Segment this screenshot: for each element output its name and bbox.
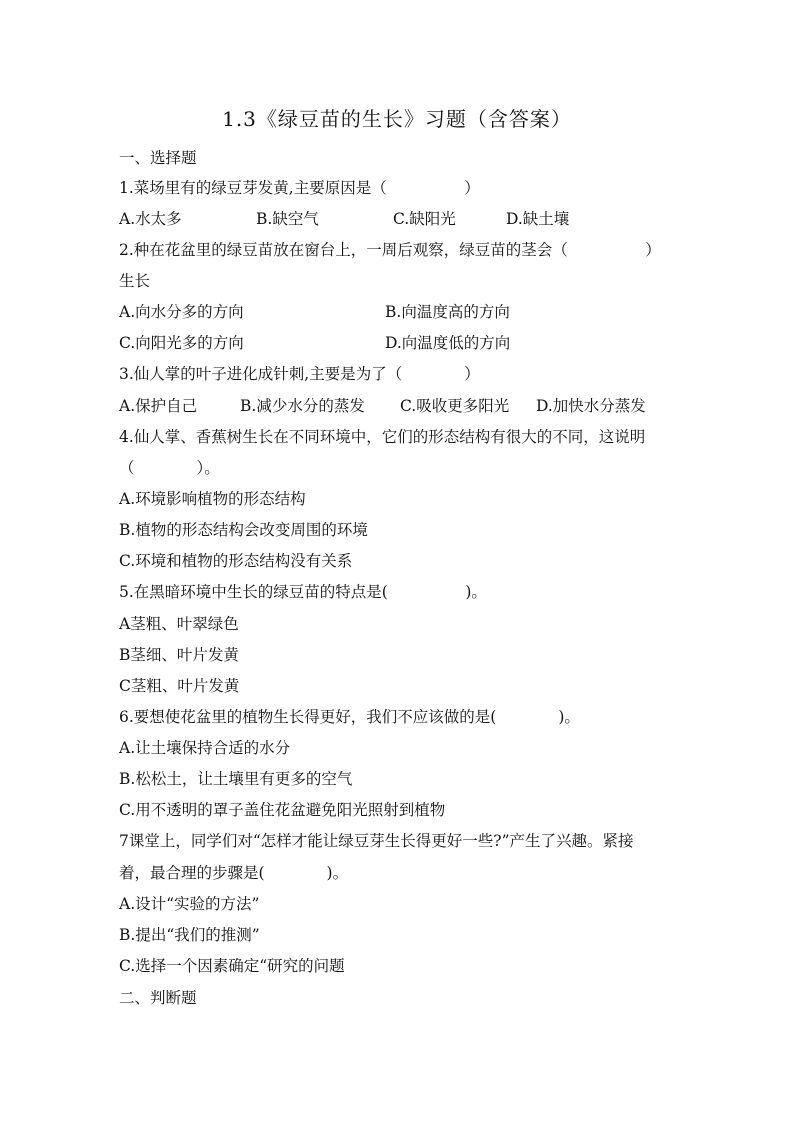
question-7-cont: 着，最合理的步骤是( )。 xyxy=(119,864,349,882)
q1-option-d: D.缺土壤 xyxy=(506,210,570,228)
q2-option-d: D.向温度低的方向 xyxy=(385,334,511,352)
question-7: 7课堂上，同学们对“怎样才能让绿豆芽生长得更好一些?”产生了兴趣。紧接 xyxy=(119,832,634,850)
q4-option-c: C.环境和植物的形态结构没有关系 xyxy=(119,552,353,570)
q4-option-a: A.环境影响植物的形态结构 xyxy=(119,490,306,508)
q2-option-c: C.向阳光多的方向 xyxy=(119,334,244,352)
section-heading-choice: 一、选择题 xyxy=(119,149,197,167)
q2-option-a: A.向水分多的方向 xyxy=(119,303,244,321)
question-4-cont: （ ）。 xyxy=(119,459,220,477)
q3-option-b: B.减少水分的蒸发 xyxy=(240,397,365,415)
q3-option-a: A.保护自己 xyxy=(119,397,198,415)
q7-option-c: C.选择一个因素确定“研究的问题 xyxy=(119,957,345,975)
question-2-cont: 生长 xyxy=(119,272,151,290)
q3-option-d: D.加快水分蒸发 xyxy=(536,397,646,415)
q5-option-a: A茎粗、叶翠绿色 xyxy=(119,615,239,633)
q7-option-b: B.提出“我们的推测” xyxy=(119,926,260,944)
q3-option-c: C.吸收更多阳光 xyxy=(400,397,510,415)
q1-option-a: A.水太多 xyxy=(119,210,182,228)
q5-option-c: C茎粗、叶片发黄 xyxy=(119,677,240,695)
q4-option-b: B.植物的形态结构会改变周围的环境 xyxy=(119,521,368,539)
q2-option-b: B.向温度高的方向 xyxy=(385,303,510,321)
question-2: 2.种在花盆里的绿豆苗放在窗台上，一周后观察，绿豆苗的茎会（ ） xyxy=(119,241,661,259)
question-3: 3.仙人掌的叶子进化成针刺,主要是为了（ ） xyxy=(119,365,480,383)
q6-option-c: C.用不透明的罩子盖住花盆避免阳光照射到植物 xyxy=(119,801,446,819)
section-heading-judgement: 二、判断题 xyxy=(119,989,197,1007)
question-6: 6.要想使花盆里的植物生长得更好，我们不应该做的是( )。 xyxy=(119,708,580,726)
q1-option-c: C.缺阳光 xyxy=(393,210,456,228)
q6-option-b: B.松松土，让土壤里有更多的空气 xyxy=(119,770,353,788)
question-5: 5.在黑暗环境中生长的绿豆苗的特点是( )。 xyxy=(119,583,487,601)
q5-option-b: B茎细、叶片发黄 xyxy=(119,646,239,664)
document-title: 1.3《绿豆苗的生长》习题（含答案） xyxy=(222,107,572,131)
question-4: 4.仙人掌、香蕉树生长在不同环境中，它们的形态结构有很大的不同，这说明 xyxy=(119,428,646,446)
question-1: 1.菜场里有的绿豆芽发黄,主要原因是（ ） xyxy=(119,179,480,197)
q1-option-b: B.缺空气 xyxy=(256,210,319,228)
q6-option-a: A.让土壤保持合适的水分 xyxy=(119,739,291,757)
q7-option-a: A.设计“实验的方法” xyxy=(119,895,260,913)
